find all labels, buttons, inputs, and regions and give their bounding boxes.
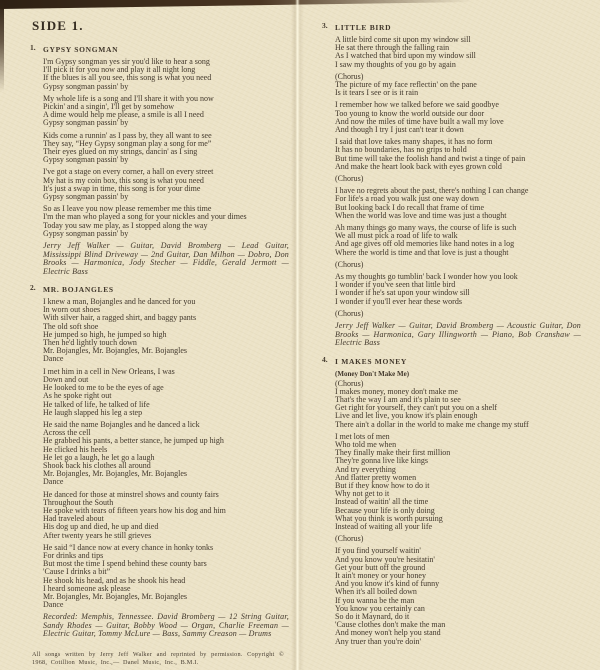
copyright-notice: All songs written by Jerry Jeff Walker and reprinted by permission. Copyright © 1968, Cotillion Music, Inc.,— Danel Music, Inc., B.M.I.: [32, 650, 284, 666]
lyric-line: When it's all boiled down: [335, 587, 417, 597]
stanza: [43, 132, 292, 165]
stanza: [43, 368, 292, 417]
lyric-line: Ah many things go many ways, the course of life is such: [335, 223, 517, 233]
lyric-line: He said “I dance now at every chance in honky tonks: [43, 542, 214, 552]
lyric-line: Gypsy songman passin' by: [43, 192, 129, 202]
lyric-line: When the world was love and time was just a thought: [335, 210, 507, 220]
lyric-line: Get right for yourself, they can't put you on a shelf: [335, 403, 498, 413]
stanza: [43, 168, 292, 201]
lyric-line: And age gives off old memories like hand notes in a log: [335, 239, 515, 249]
lyric-line: (Chorus): [335, 378, 364, 388]
lyric-line: He looked to me to be the eyes of age: [43, 383, 164, 393]
stanza: [335, 36, 586, 69]
lyric-line: And now the miles of time have built a wall my love: [335, 116, 504, 126]
songs-left-container: [30, 43, 292, 639]
lyric-line: (Chorus): [335, 259, 364, 269]
lyric-line: In worn out shoes: [43, 305, 101, 315]
lyric-line: They say, “Hey Gypsy songman play a song for me”: [43, 138, 212, 148]
lyric-line: Live and let live, you know it's plain enough: [335, 411, 478, 421]
lyric-line: Pickin' and a singin', I'll get by somehow: [43, 102, 174, 112]
center-fold-crease: [291, 0, 304, 670]
sleeve-edge-left: [0, 0, 4, 92]
lyric-line: 'Cause clothes don't make the man: [335, 620, 446, 630]
lyric-line: But if they know how to do it: [335, 481, 430, 491]
song-number: 2.: [30, 283, 36, 293]
lyric-line: Dance: [43, 477, 64, 487]
stanza: [335, 261, 586, 269]
lyric-line: He talked of life, he talked of life: [43, 399, 150, 409]
lyric-line: I've got a stage on every corner, a hall on every street: [43, 167, 214, 177]
lyric-line: Throughout the South: [43, 497, 114, 507]
lyric-line: 'Cause I drinks a bit”: [43, 567, 111, 577]
stanza: [335, 433, 586, 531]
stanza: [335, 73, 586, 98]
lyric-line: And flatter pretty women: [335, 472, 417, 482]
stanza: [43, 298, 292, 364]
lyric-line: Gypsy songman passin' by: [43, 228, 129, 238]
stanza: [335, 547, 586, 645]
lyric-line: My hat is my coin box, this song is what you need: [43, 175, 204, 185]
lyric-line: He grabbed his pants, a better stance, he jumped up high: [43, 436, 224, 446]
lyric-line: There ain't a dollar in the world to make me change my stuff: [335, 419, 529, 429]
lyric-line: It ain't money or your honey: [335, 571, 426, 581]
song-title: LITTLE BIRD: [335, 23, 392, 32]
lyric-line: Instead of waiting all your life: [335, 522, 433, 532]
stanza: [43, 491, 292, 540]
lyric-line: Why not get to it: [335, 489, 390, 499]
lyric-line: Gypsy songman passin' by: [43, 118, 129, 128]
stanza: [335, 175, 586, 183]
lyric-line: Gypsy songman passin' by: [43, 81, 129, 91]
lyric-line: The picture of my face reflectin' on the pane: [335, 80, 477, 90]
song-section: [30, 43, 292, 276]
lyric-line: I knew a man, Bojangles and he danced for you: [43, 297, 196, 307]
lyric-line: If the blues is all you see, this song is what you need: [43, 73, 212, 83]
stanza: [335, 273, 586, 306]
lyric-line: Any truer than you're doin': [335, 636, 421, 646]
lyric-line: A dime would help me please, a smile is all I need: [43, 110, 204, 120]
lyric-line: (Chorus): [335, 308, 364, 318]
lyric-line: And though I try I just can't tear it down: [335, 125, 464, 135]
lyric-line: Kids come a runnin' as I pass by, they all want to see: [43, 130, 212, 140]
lyric-line: Down and out: [43, 374, 89, 384]
lyric-line: I met lots of men: [335, 431, 390, 441]
lyric-line: Across the cell: [43, 428, 91, 438]
lyric-line: Mr. Bojangles, Mr. Bojangles, Mr. Bojangles: [43, 469, 187, 479]
lyric-line: I have no regrets about the past, there's nothing I can change: [335, 186, 529, 196]
lyric-line: And try everything: [335, 464, 396, 474]
column-right: [322, 16, 586, 653]
lyric-line: They're gonna live like kings: [335, 456, 428, 466]
stanza: [335, 380, 586, 429]
lyric-line: And you know it's kind of funny: [335, 579, 440, 589]
stanza: [335, 535, 586, 543]
lyric-line: Is it tears I see or is it rain: [335, 88, 419, 98]
lyric-line: (Chorus): [335, 174, 364, 184]
lyric-line: He shook his head, and as he shook his head: [43, 575, 186, 585]
stanza: [335, 187, 586, 220]
song-title: MR. BOJANGLES: [43, 285, 114, 295]
lyric-line: Who told me when: [335, 440, 397, 450]
lyric-line: As he spoke right out: [43, 391, 112, 401]
song-title-row: [30, 283, 292, 294]
lyric-line: As my thoughts go tumblin' back I wonder how you look: [335, 272, 518, 282]
lyric-line: I'll pick it for you now and play it all night long: [43, 65, 196, 75]
lyric-line: And money won't help you stand: [335, 628, 441, 638]
song-title-row: [322, 21, 586, 32]
side-title: SIDE 1.: [32, 18, 84, 33]
lyric-line: That's the way I am and it's plain to see: [335, 395, 461, 404]
lyric-line: He jumped so high, he jumped so high: [43, 329, 167, 339]
lyric-line: Dance: [43, 600, 64, 610]
lyric-line: He clicked his heels: [43, 444, 108, 454]
lyric-line: He said the name Bojangles and he danced a lick: [43, 419, 200, 429]
lyric-line: So as I leave you now please remember me this time: [43, 204, 212, 214]
stanza: [335, 101, 586, 134]
lyric-line: (Chorus): [335, 534, 364, 544]
lyric-line: The old soft shoe: [43, 321, 99, 331]
lyric-line: I met him in a cell in New Orleans, I was: [43, 366, 175, 376]
lyric-line: A little bird come sit upon my window sill: [335, 35, 471, 44]
lyric-line: My whole life is a song and I'll share it with you now: [43, 93, 214, 103]
lyric-line: You know you certainly can: [335, 603, 425, 613]
lyric-line: Their eyes glued on my strings, dancin' as I sing: [43, 147, 198, 157]
lyric-line: I saw my thoughts of you go by again: [335, 59, 456, 69]
lyric-line: For drinks and tips: [43, 550, 104, 560]
lyric-line: After twenty years he still grieves: [43, 530, 152, 540]
lyric-line: Gypsy songman passin' by: [43, 155, 129, 165]
song-title-row: [30, 43, 292, 54]
stanza: [43, 544, 292, 610]
song-number: 4.: [322, 354, 328, 364]
songs-right-container: [322, 21, 586, 646]
song-number: 1.: [30, 43, 36, 52]
lyric-line: He danced for those at minstrel shows and county fairs: [43, 489, 219, 499]
stanza: [335, 224, 586, 257]
lyric-line: I makes money, money don't make me: [335, 386, 458, 396]
song-section: [322, 21, 586, 348]
lyric-line: Because your life is only doing: [335, 505, 435, 515]
song-title: GYPSY SONGMAN: [43, 45, 119, 54]
lyric-line: If you wanna be the man: [335, 595, 415, 605]
song-title: I MAKES MONEY: [335, 356, 408, 366]
lyric-line: He sat there through the falling rain: [335, 43, 450, 53]
lyric-line: But most the time I spend behind these county bars: [43, 559, 207, 569]
lyric-line: He laugh slapped his leg a step: [43, 407, 143, 417]
lyric-line: Mr. Bojangles, Mr. Bojangles, Mr. Bojangles: [43, 346, 187, 356]
lyric-line: Shook back his clothes all around: [43, 460, 151, 470]
lyric-line: He spoke with tears of fifteen years how his dog and him: [43, 505, 226, 515]
lyric-line: For life's a road you walk just one way down: [335, 194, 479, 204]
lyric-line: I heard someone ask please: [43, 583, 131, 593]
stanza: [335, 138, 586, 171]
lyric-line: I'm Gypsy songman yes sir you'd like to hear a song: [43, 57, 210, 66]
lyric-line: What you think is worth pursuing: [335, 513, 443, 523]
song-number: 3.: [322, 21, 328, 30]
lyric-line: I wonder if he's sat upon your window sill: [335, 288, 470, 298]
lyric-line: But looking back I do recall that frame of time: [335, 202, 485, 212]
lyric-line: I remember how we talked before we said goodbye: [335, 100, 499, 110]
column-left: [30, 18, 292, 667]
lyric-line: His dog up and died, he up and died: [43, 522, 159, 532]
song-section: [30, 283, 292, 639]
sleeve-edge-top: [0, 0, 472, 9]
lyric-line: (Chorus): [335, 71, 364, 81]
lyric-line: Had traveled about: [43, 514, 104, 524]
stanza: [43, 95, 292, 128]
lyric-line: It's just a swap in time, this song is for your dime: [43, 183, 201, 193]
lyric-line: Where the world is time and that love is just a thought: [335, 247, 509, 257]
lyric-line: It has no boundaries, has no grips to hold: [335, 145, 467, 155]
song-subtitle: (Money Don't Make Me): [335, 369, 410, 378]
musician-credits: Jerry Jeff Walker — Guitar, David Bromberg — Lead Guitar, Mississippi Blind Driveway — 2nd Guitar, Dan Milhon — Dobro, Don Brooks — Harmonica, Jody Stecher — Fiddle, Gerald Jermott — Electric Bass: [43, 241, 289, 276]
stanza: [43, 421, 292, 487]
lyric-line: But time will take the foolish hand and twist a tinge of pain: [335, 153, 526, 163]
lyric-line: If you find yourself waitin': [335, 546, 421, 556]
lyric-line: He let go a laugh, he let go a laugh: [43, 452, 155, 462]
lyric-line: With silver hair, a ragged shirt, and baggy pants: [43, 313, 197, 323]
stanza: [43, 58, 292, 91]
song-title-row: [322, 355, 586, 366]
lyric-line: I wonder if you've seen that little bird: [335, 280, 456, 290]
stanza: [43, 205, 292, 238]
stanza: [335, 310, 586, 318]
lyric-line: They finally make their first million: [335, 448, 451, 458]
lyric-line: I'm the man who played a song for your nickles and your dimes: [43, 212, 247, 222]
lyric-line: As I watched that bird upon my window sill: [335, 51, 476, 61]
lyric-line: Today you saw me play, as I stopped along the way: [43, 220, 208, 230]
lyric-line: Get your butt off the ground: [335, 562, 426, 572]
musician-credits: Jerry Jeff Walker — Guitar, David Bromberg — Acoustic Guitar, Don Brooks — Harmonica, Gary Illingworth — Piano, Bob Cranshaw — Electric Bass: [335, 321, 581, 348]
lyric-line: And you know you're hesitatin': [335, 554, 435, 564]
lyric-line: Then he'd lightly touch down: [43, 338, 137, 348]
lyric-line: Too young to know the world outside our door: [335, 108, 485, 118]
lyric-line: We all must pick a road of life to walk: [335, 231, 458, 241]
lyric-line: I wonder if you'll ever hear these words: [335, 296, 462, 306]
lyric-line: And make the heart look back with eyes grown cold: [335, 161, 502, 171]
song-section: [322, 355, 586, 646]
musician-credits: Recorded: Memphis, Tennessee. David Bromberg — 12 String Guitar, Sandy Rhodes — Guitar, Bobby Wood — Organ, Charlie Freeman — Electric Guitar, Tommy McLure — Bass, Sammy Creason — Drums: [43, 612, 289, 639]
lyric-line: Instead of waitin' all the time: [335, 497, 429, 507]
lyric-line: So do it Maynard, do it: [335, 612, 410, 622]
lyric-line: Mr. Bojangles, Mr. Bojangles, Mr. Bojangles: [43, 591, 187, 601]
lyric-line: I said that love takes many shapes, it has no form: [335, 137, 493, 147]
lyric-line: Dance: [43, 354, 64, 364]
